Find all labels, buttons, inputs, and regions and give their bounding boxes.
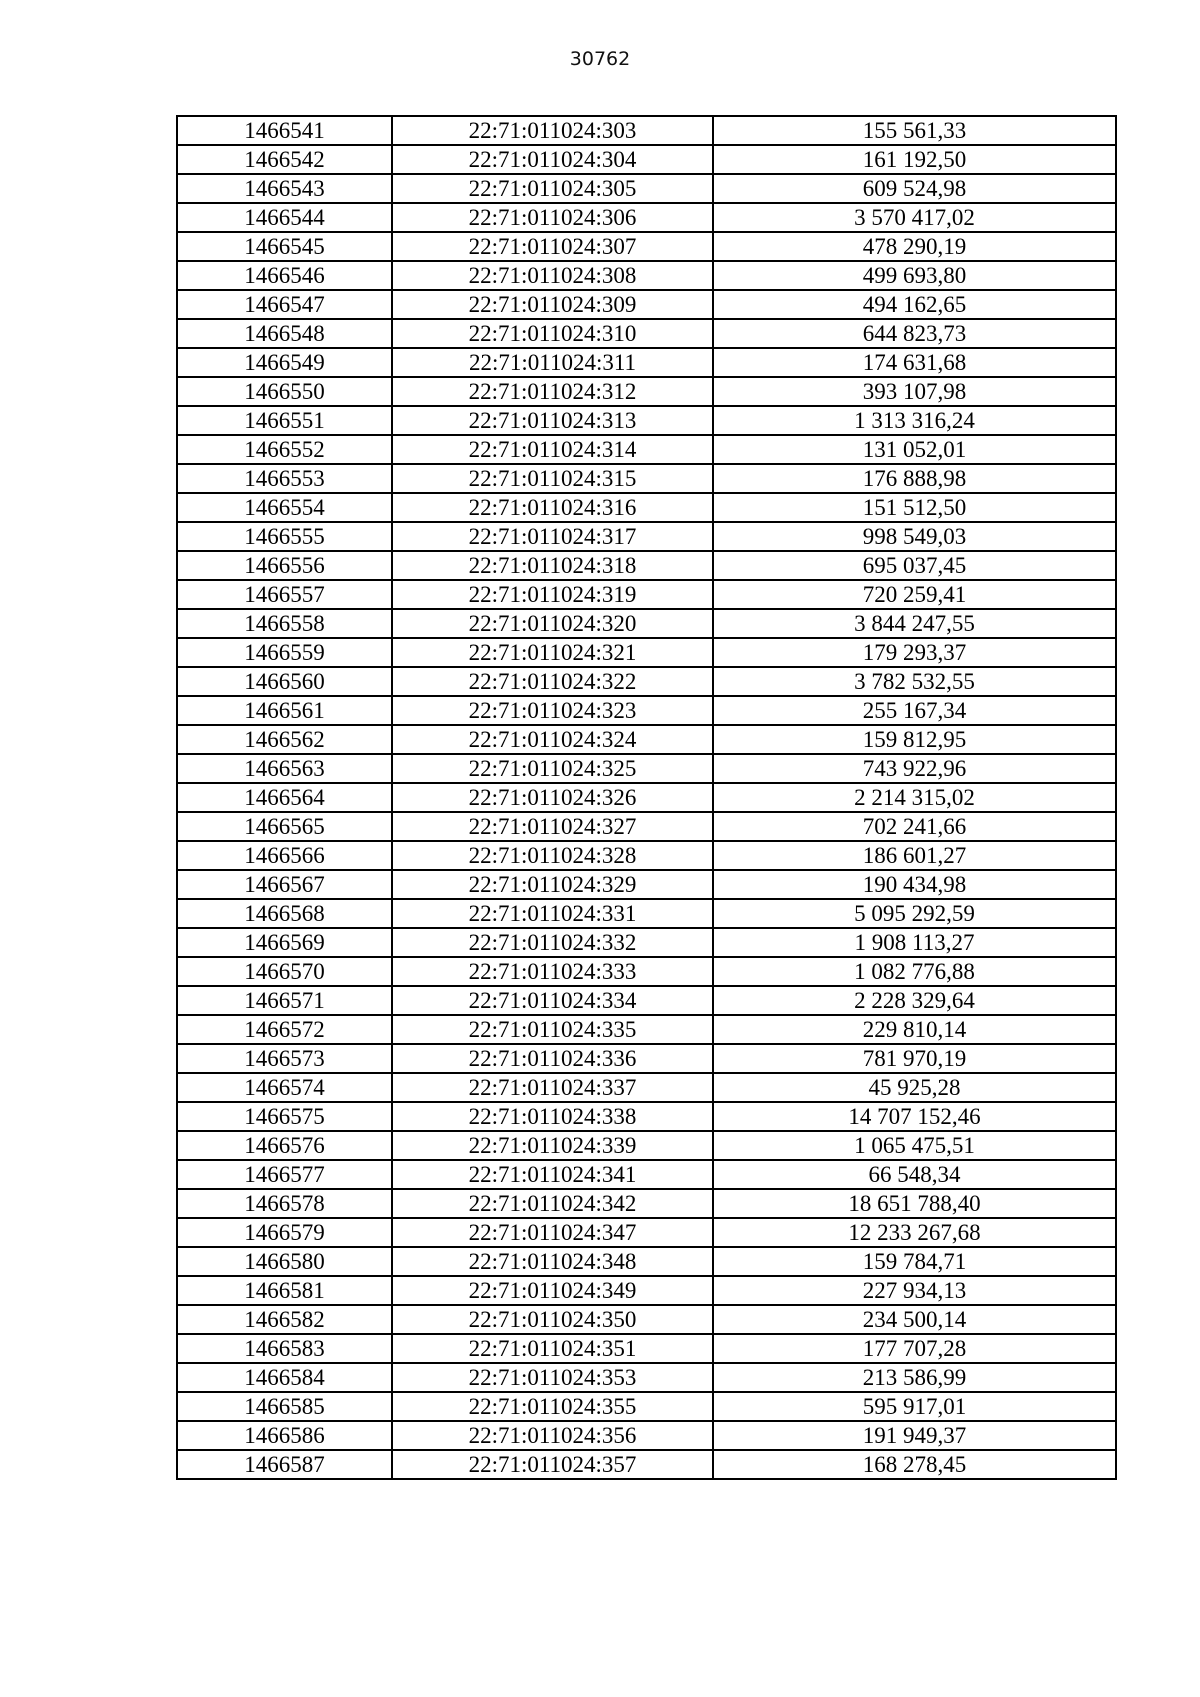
row-number-cell: 1466571	[177, 986, 392, 1015]
row-number-cell: 1466554	[177, 493, 392, 522]
table-row	[177, 841, 1116, 870]
table-row	[177, 812, 1116, 841]
cadastral-number-cell: 22:71:011024:321	[392, 638, 713, 667]
row-number-cell: 1466543	[177, 174, 392, 203]
table-row	[177, 522, 1116, 551]
cadastral-number-cell: 22:71:011024:332	[392, 928, 713, 957]
cadastral-value-cell: 998 549,03	[713, 522, 1116, 551]
cadastral-number-cell: 22:71:011024:329	[392, 870, 713, 899]
row-number-cell: 1466577	[177, 1160, 392, 1189]
cadastral-number-cell: 22:71:011024:335	[392, 1015, 713, 1044]
row-number-cell: 1466585	[177, 1392, 392, 1421]
table-row	[177, 783, 1116, 812]
table-row	[177, 145, 1116, 174]
cadastral-value-cell: 12 233 267,68	[713, 1218, 1116, 1247]
table-row	[177, 319, 1116, 348]
table-row	[177, 377, 1116, 406]
cadastral-value-cell: 186 601,27	[713, 841, 1116, 870]
table-row	[177, 290, 1116, 319]
row-number-cell: 1466573	[177, 1044, 392, 1073]
table-row	[177, 1363, 1116, 1392]
cadastral-value-cell: 14 707 152,46	[713, 1102, 1116, 1131]
cadastral-number-cell: 22:71:011024:347	[392, 1218, 713, 1247]
cadastral-value-cell: 159 812,95	[713, 725, 1116, 754]
cadastral-number-cell: 22:71:011024:326	[392, 783, 713, 812]
cadastral-value-cell: 155 561,33	[713, 116, 1116, 145]
table-row	[177, 1102, 1116, 1131]
cadastral-number-cell: 22:71:011024:316	[392, 493, 713, 522]
table-row	[177, 551, 1116, 580]
cadastral-number-cell: 22:71:011024:307	[392, 232, 713, 261]
row-number-cell: 1466553	[177, 464, 392, 493]
cadastral-value-cell: 191 949,37	[713, 1421, 1116, 1450]
table-row	[177, 609, 1116, 638]
cadastral-value-cell: 227 934,13	[713, 1276, 1116, 1305]
table-row	[177, 174, 1116, 203]
table-row	[177, 1218, 1116, 1247]
cadastral-value-cell: 18 651 788,40	[713, 1189, 1116, 1218]
table-row	[177, 348, 1116, 377]
row-number-cell: 1466560	[177, 667, 392, 696]
table-row	[177, 870, 1116, 899]
cadastral-value-cell: 161 192,50	[713, 145, 1116, 174]
table-row	[177, 464, 1116, 493]
table-body	[177, 116, 1116, 1479]
cadastral-value-cell: 3 570 417,02	[713, 203, 1116, 232]
row-number-cell: 1466575	[177, 1102, 392, 1131]
row-number-cell: 1466584	[177, 1363, 392, 1392]
cadastral-number-cell: 22:71:011024:333	[392, 957, 713, 986]
row-number-cell: 1466580	[177, 1247, 392, 1276]
table-row	[177, 1073, 1116, 1102]
cadastral-number-cell: 22:71:011024:328	[392, 841, 713, 870]
cadastral-value-cell: 1 908 113,27	[713, 928, 1116, 957]
cadastral-number-cell: 22:71:011024:356	[392, 1421, 713, 1450]
table-row	[177, 493, 1116, 522]
cadastral-value-cell: 176 888,98	[713, 464, 1116, 493]
row-number-cell: 1466576	[177, 1131, 392, 1160]
cadastral-number-cell: 22:71:011024:351	[392, 1334, 713, 1363]
table-row	[177, 1421, 1116, 1450]
cadastral-number-cell: 22:71:011024:303	[392, 116, 713, 145]
cadastral-number-cell: 22:71:011024:342	[392, 1189, 713, 1218]
cadastral-value-cell: 66 548,34	[713, 1160, 1116, 1189]
row-number-cell: 1466556	[177, 551, 392, 580]
cadastral-number-cell: 22:71:011024:305	[392, 174, 713, 203]
row-number-cell: 1466548	[177, 319, 392, 348]
table-row	[177, 261, 1116, 290]
cadastral-value-cell: 644 823,73	[713, 319, 1116, 348]
row-number-cell: 1466546	[177, 261, 392, 290]
cadastral-number-cell: 22:71:011024:315	[392, 464, 713, 493]
table-row	[177, 232, 1116, 261]
table-row	[177, 696, 1116, 725]
row-number-cell: 1466568	[177, 899, 392, 928]
cadastral-number-cell: 22:71:011024:306	[392, 203, 713, 232]
cadastral-value-cell: 695 037,45	[713, 551, 1116, 580]
table-row	[177, 1334, 1116, 1363]
cadastral-number-cell: 22:71:011024:331	[392, 899, 713, 928]
table-row	[177, 1392, 1116, 1421]
cadastral-value-cell: 743 922,96	[713, 754, 1116, 783]
cadastral-number-cell: 22:71:011024:304	[392, 145, 713, 174]
cadastral-value-cell: 720 259,41	[713, 580, 1116, 609]
table-row	[177, 406, 1116, 435]
cadastral-value-cell: 177 707,28	[713, 1334, 1116, 1363]
cadastral-value-cell: 3 844 247,55	[713, 609, 1116, 638]
row-number-cell: 1466550	[177, 377, 392, 406]
cadastral-number-cell: 22:71:011024:323	[392, 696, 713, 725]
table-row	[177, 203, 1116, 232]
cadastral-number-cell: 22:71:011024:348	[392, 1247, 713, 1276]
table-row	[177, 899, 1116, 928]
table-row	[177, 435, 1116, 464]
row-number-cell: 1466557	[177, 580, 392, 609]
row-number-cell: 1466562	[177, 725, 392, 754]
cadastral-number-cell: 22:71:011024:336	[392, 1044, 713, 1073]
cadastral-value-cell: 213 586,99	[713, 1363, 1116, 1392]
cadastral-value-cell: 159 784,71	[713, 1247, 1116, 1276]
table-row	[177, 667, 1116, 696]
cadastral-value-cell: 1 082 776,88	[713, 957, 1116, 986]
table-row	[177, 957, 1116, 986]
row-number-cell: 1466565	[177, 812, 392, 841]
row-number-cell: 1466564	[177, 783, 392, 812]
cadastral-number-cell: 22:71:011024:318	[392, 551, 713, 580]
cadastral-number-cell: 22:71:011024:357	[392, 1450, 713, 1479]
cadastral-number-cell: 22:71:011024:320	[392, 609, 713, 638]
cadastral-value-cell: 45 925,28	[713, 1073, 1116, 1102]
cadastral-number-cell: 22:71:011024:310	[392, 319, 713, 348]
cadastral-number-cell: 22:71:011024:312	[392, 377, 713, 406]
table-row	[177, 1276, 1116, 1305]
table-row	[177, 1160, 1116, 1189]
cadastral-number-cell: 22:71:011024:349	[392, 1276, 713, 1305]
cadastral-number-cell: 22:71:011024:325	[392, 754, 713, 783]
row-number-cell: 1466555	[177, 522, 392, 551]
cadastral-value-cell: 229 810,14	[713, 1015, 1116, 1044]
cadastral-number-cell: 22:71:011024:337	[392, 1073, 713, 1102]
cadastral-number-cell: 22:71:011024:317	[392, 522, 713, 551]
cadastral-number-cell: 22:71:011024:338	[392, 1102, 713, 1131]
row-number-cell: 1466579	[177, 1218, 392, 1247]
cadastral-value-cell: 5 095 292,59	[713, 899, 1116, 928]
cadastral-number-cell: 22:71:011024:355	[392, 1392, 713, 1421]
cadastral-value-cell: 2 214 315,02	[713, 783, 1116, 812]
row-number-cell: 1466578	[177, 1189, 392, 1218]
cadastral-number-cell: 22:71:011024:319	[392, 580, 713, 609]
row-number-cell: 1466587	[177, 1450, 392, 1479]
cadastral-value-cell: 702 241,66	[713, 812, 1116, 841]
cadastral-value-cell: 168 278,45	[713, 1450, 1116, 1479]
cadastral-number-cell: 22:71:011024:353	[392, 1363, 713, 1392]
cadastral-value-cell: 3 782 532,55	[713, 667, 1116, 696]
cadastral-value-cell: 234 500,14	[713, 1305, 1116, 1334]
row-number-cell: 1466549	[177, 348, 392, 377]
row-number-cell: 1466541	[177, 116, 392, 145]
cadastral-number-cell: 22:71:011024:313	[392, 406, 713, 435]
cadastral-number-cell: 22:71:011024:324	[392, 725, 713, 754]
row-number-cell: 1466551	[177, 406, 392, 435]
page-number: 30762	[569, 48, 631, 70]
row-number-cell: 1466581	[177, 1276, 392, 1305]
row-number-cell: 1466574	[177, 1073, 392, 1102]
cadastral-value-cell: 190 434,98	[713, 870, 1116, 899]
table-row	[177, 1450, 1116, 1479]
cadastral-number-cell: 22:71:011024:334	[392, 986, 713, 1015]
cadastral-number-cell: 22:71:011024:327	[392, 812, 713, 841]
row-number-cell: 1466566	[177, 841, 392, 870]
row-number-cell: 1466570	[177, 957, 392, 986]
table-row	[177, 1189, 1116, 1218]
cadastral-value-cell: 255 167,34	[713, 696, 1116, 725]
table-row	[177, 1044, 1116, 1073]
row-number-cell: 1466572	[177, 1015, 392, 1044]
row-number-cell: 1466567	[177, 870, 392, 899]
row-number-cell: 1466559	[177, 638, 392, 667]
cadastral-value-cell: 781 970,19	[713, 1044, 1116, 1073]
row-number-cell: 1466569	[177, 928, 392, 957]
table-row	[177, 986, 1116, 1015]
row-number-cell: 1466563	[177, 754, 392, 783]
cadastral-value-cell: 2 228 329,64	[713, 986, 1116, 1015]
table-row	[177, 580, 1116, 609]
cadastral-value-cell: 1 065 475,51	[713, 1131, 1116, 1160]
row-number-cell: 1466586	[177, 1421, 392, 1450]
cadastral-value-cell: 131 052,01	[713, 435, 1116, 464]
cadastral-number-cell: 22:71:011024:314	[392, 435, 713, 464]
table-row	[177, 928, 1116, 957]
table-row	[177, 638, 1116, 667]
cadastral-value-cell: 494 162,65	[713, 290, 1116, 319]
cadastral-number-cell: 22:71:011024:341	[392, 1160, 713, 1189]
table-row	[177, 1131, 1116, 1160]
row-number-cell: 1466561	[177, 696, 392, 725]
cadastral-number-cell: 22:71:011024:322	[392, 667, 713, 696]
cadastral-number-cell: 22:71:011024:308	[392, 261, 713, 290]
table-row	[177, 1305, 1116, 1334]
cadastral-value-cell: 174 631,68	[713, 348, 1116, 377]
cadastral-value-table	[176, 115, 1117, 1480]
cadastral-value-cell: 393 107,98	[713, 377, 1116, 406]
row-number-cell: 1466545	[177, 232, 392, 261]
table-row	[177, 754, 1116, 783]
row-number-cell: 1466552	[177, 435, 392, 464]
cadastral-value-cell: 179 293,37	[713, 638, 1116, 667]
cadastral-value-cell: 151 512,50	[713, 493, 1116, 522]
table-row	[177, 1247, 1116, 1276]
table-row	[177, 725, 1116, 754]
table-row	[177, 116, 1116, 145]
cadastral-value-cell: 595 917,01	[713, 1392, 1116, 1421]
cadastral-number-cell: 22:71:011024:311	[392, 348, 713, 377]
row-number-cell: 1466542	[177, 145, 392, 174]
cadastral-number-cell: 22:71:011024:309	[392, 290, 713, 319]
row-number-cell: 1466547	[177, 290, 392, 319]
cadastral-value-cell: 1 313 316,24	[713, 406, 1116, 435]
cadastral-number-cell: 22:71:011024:350	[392, 1305, 713, 1334]
cadastral-value-cell: 499 693,80	[713, 261, 1116, 290]
table-row	[177, 1015, 1116, 1044]
cadastral-value-cell: 609 524,98	[713, 174, 1116, 203]
row-number-cell: 1466558	[177, 609, 392, 638]
cadastral-value-cell: 478 290,19	[713, 232, 1116, 261]
cadastral-number-cell: 22:71:011024:339	[392, 1131, 713, 1160]
row-number-cell: 1466582	[177, 1305, 392, 1334]
row-number-cell: 1466583	[177, 1334, 392, 1363]
row-number-cell: 1466544	[177, 203, 392, 232]
